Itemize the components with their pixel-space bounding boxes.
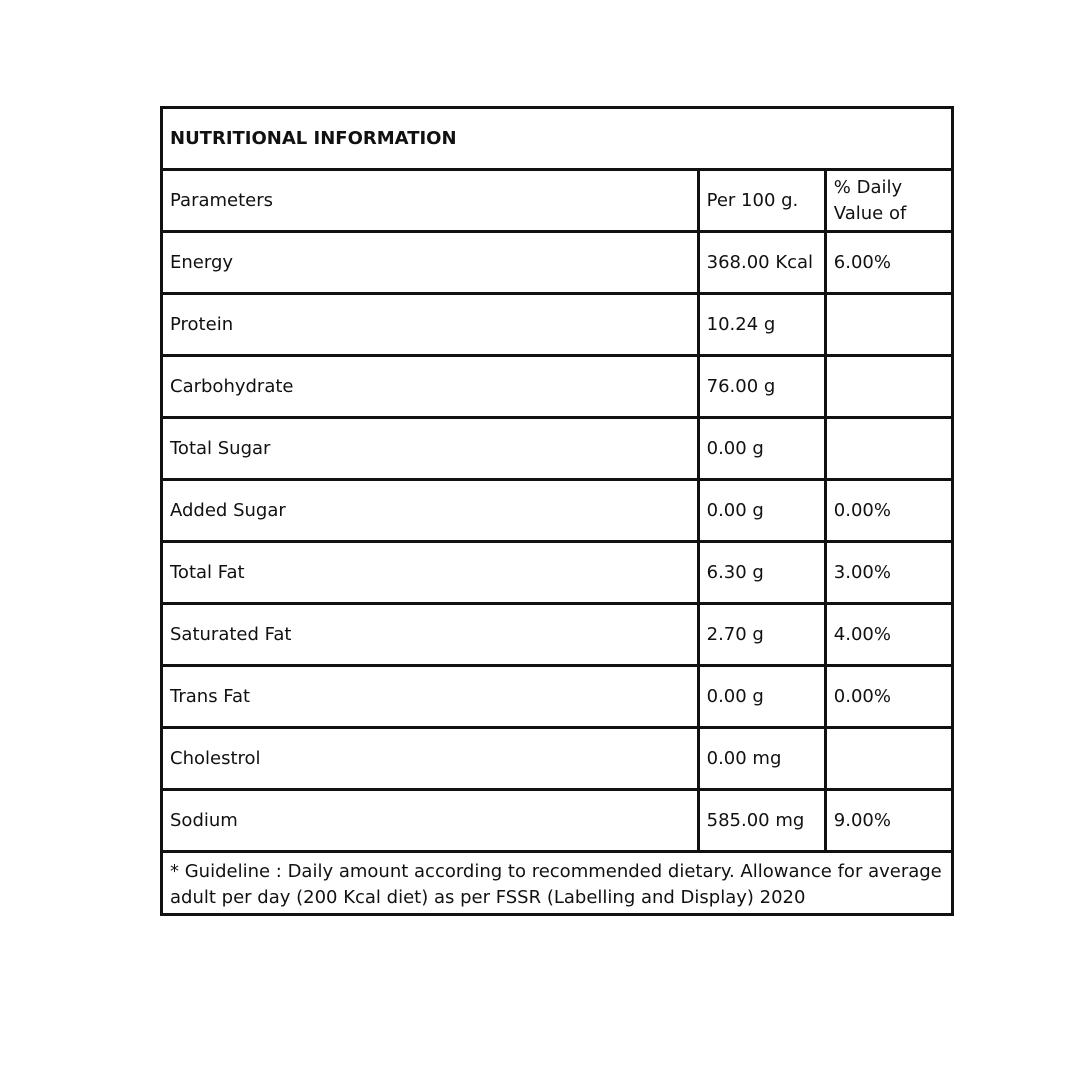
table-row	[162, 232, 953, 294]
column-header-per-100g: Per 100 g.	[698, 170, 825, 232]
guideline-footnote: * Guideline : Daily amount according to recommended dietary. Allowance for average adult per day (200 Kcal diet) as per FSSR (Labelling and Display) 2020	[162, 852, 953, 915]
table-row	[162, 294, 953, 356]
daily-value-header-text: % Daily Value of	[833, 176, 907, 224]
parameter-cell: Energy	[162, 232, 699, 294]
per-100g-cell: 0.00 g	[698, 480, 825, 542]
parameter-cell: Cholestrol	[162, 728, 699, 790]
table-title-row	[162, 108, 953, 170]
per-100g-cell: 0.00 g	[698, 666, 825, 728]
per-100g-cell: 0.00 g	[698, 418, 825, 480]
daily-value-cell	[825, 294, 952, 356]
table-title: NUTRITIONAL INFORMATION	[162, 108, 953, 170]
table-row	[162, 356, 953, 418]
daily-value-cell	[825, 728, 952, 790]
table-row	[162, 542, 953, 604]
column-header-parameters: Parameters	[162, 170, 699, 232]
table-row	[162, 666, 953, 728]
column-header-daily-value	[825, 170, 952, 232]
parameter-cell: Saturated Fat	[162, 604, 699, 666]
daily-value-cell: 4.00%	[825, 604, 952, 666]
daily-value-cell	[825, 418, 952, 480]
daily-value-cell	[825, 356, 952, 418]
parameter-cell: Total Sugar	[162, 418, 699, 480]
daily-value-cell: 0.00%	[825, 666, 952, 728]
per-100g-cell: 6.30 g	[698, 542, 825, 604]
table-row	[162, 480, 953, 542]
parameter-cell: Sodium	[162, 790, 699, 852]
daily-value-cell: 9.00%	[825, 790, 952, 852]
daily-value-cell: 6.00%	[825, 232, 952, 294]
parameter-cell: Trans Fat	[162, 666, 699, 728]
nutrition-table-body	[162, 108, 953, 915]
parameter-cell: Added Sugar	[162, 480, 699, 542]
table-row	[162, 604, 953, 666]
parameter-cell: Protein	[162, 294, 699, 356]
nutrition-table	[160, 106, 954, 916]
per-100g-cell: 368.00 Kcal	[698, 232, 825, 294]
per-100g-cell: 585.00 mg	[698, 790, 825, 852]
table-row	[162, 728, 953, 790]
per-100g-cell: 2.70 g	[698, 604, 825, 666]
per-100g-cell: 76.00 g	[698, 356, 825, 418]
table-row	[162, 418, 953, 480]
daily-value-cell: 0.00%	[825, 480, 952, 542]
table-row	[162, 790, 953, 852]
per-100g-cell: 10.24 g	[698, 294, 825, 356]
parameter-cell: Carbohydrate	[162, 356, 699, 418]
daily-value-cell: 3.00%	[825, 542, 952, 604]
per-100g-cell: 0.00 mg	[698, 728, 825, 790]
parameter-cell: Total Fat	[162, 542, 699, 604]
footnote-row	[162, 852, 953, 915]
column-header-row	[162, 170, 953, 232]
